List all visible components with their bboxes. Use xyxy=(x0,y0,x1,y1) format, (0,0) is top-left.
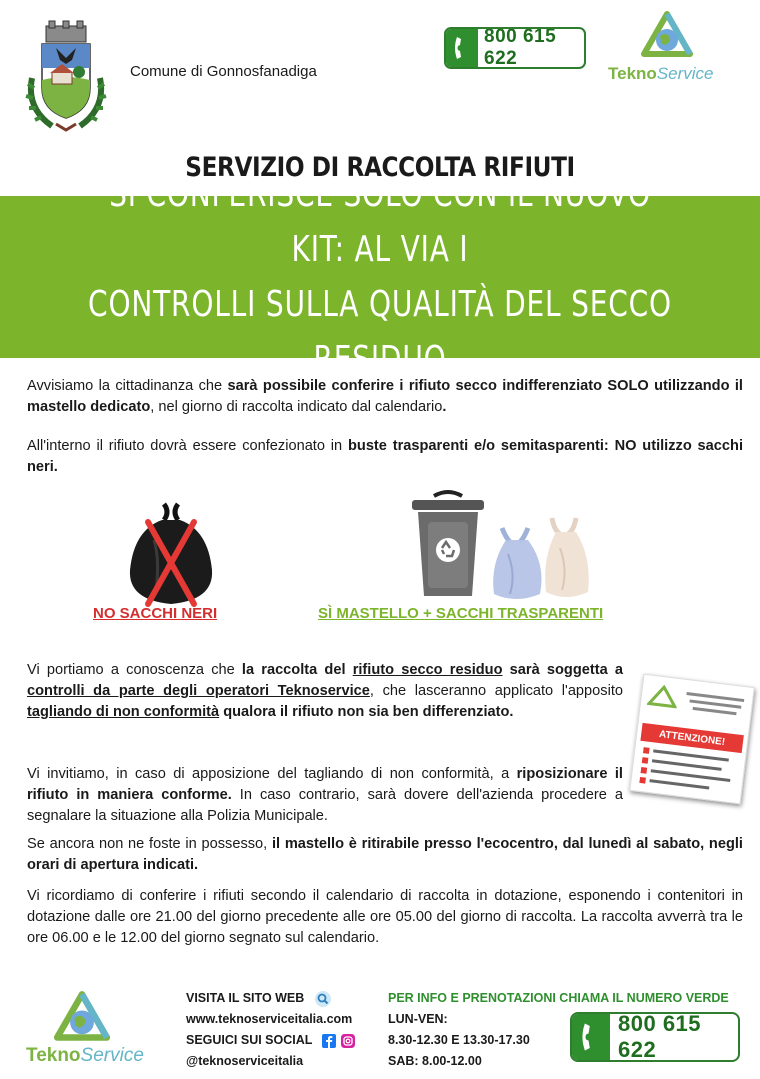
hours-weekdays: 8.30-12.30 E 13.30-17.30 xyxy=(388,1033,530,1047)
intro-paragraph-2: All'interno il rifiuto dovrà essere confezionato in buste trasparenti e/o semitasparenti: NO utilizzo sacchi neri. xyxy=(27,438,743,475)
black-bag-crossed-icon xyxy=(124,500,218,610)
notice-logo-icon xyxy=(647,683,679,708)
hours-saturday: SAB: 8.00-12.00 xyxy=(388,1054,482,1068)
website-link[interactable]: www.teknoserviceitalia.com xyxy=(186,1012,353,1026)
social-label: SEGUICI SUI SOCIAL xyxy=(186,1030,355,1051)
facebook-icon[interactable] xyxy=(322,1034,336,1048)
teknoservice-logo-text: TeknoService xyxy=(608,64,714,83)
headline-line-1: SI CONFERISCE SOLO CON IL NUOVO KIT: AL VIA I xyxy=(109,174,651,270)
bin-and-transparent-bags-caption: SÌ MASTELLO + SACCHI TRASPARENTI xyxy=(318,605,604,622)
toll-free-number-badge[interactable] xyxy=(444,27,586,69)
footer-phone-icon xyxy=(572,1014,610,1060)
non-conformity-tag-image xyxy=(629,674,755,805)
notice-header-lines xyxy=(683,690,746,727)
toll-free-number: 800 615 622 xyxy=(484,27,557,69)
headline-banner xyxy=(0,174,760,380)
web-search-icon xyxy=(314,990,332,1008)
page-title: SERVIZIO DI RACCOLTA RIFIUTI xyxy=(185,152,575,183)
grey-bin-recycle-icon xyxy=(408,488,488,600)
instagram-icon[interactable] xyxy=(341,1034,355,1048)
info-booking-label: PER INFO E PRENOTAZIONI CHIAMA IL NUMERO VERDE xyxy=(388,991,729,1005)
schedule-reminder-paragraph: Vi ricordiamo di conferire i rifiuti secondo il calendario di raccolta in dotazione, esponendo i contenitori in dotazione dalle ore 21.00 del giorno precedente alle ore 05.00 del giorno di raccolta. La raccolta avverrà tra le ore 06.00 e le 12.00 del giorno segnato sul calendario. xyxy=(27,888,743,946)
footer-toll-free-number: 800 615 622 xyxy=(618,1012,702,1062)
header xyxy=(0,0,760,140)
notice-checklist xyxy=(639,745,739,796)
attention-label: ATTENZIONE! xyxy=(640,723,743,753)
hours-title: LUN-VEN: xyxy=(388,1012,448,1026)
footer-teknoservice-logo-text: TeknoService xyxy=(26,1045,144,1066)
intro-paragraph-1: Avvisiamo la cittadinanza che sarà possibile conferire i rifiuto secco indifferenziato SOLO utilizzando il mastello dedicato, nel giorno di raccolta indicato dal calendario. xyxy=(27,378,743,415)
municipal-crest-icon xyxy=(22,18,110,133)
phone-icon xyxy=(446,29,478,67)
footer-teknoservice-logo-icon xyxy=(52,990,112,1044)
footer-toll-free-number-badge[interactable] xyxy=(570,1012,740,1062)
controls-paragraph: Vi portiamo a conoscenza che la raccolta del rifiuto secco residuo sarà soggetta a controlli da parte degli operatori Teknoservice, che lasceranno applicato l'apposito tagliando di non conformità qualora il rifiuto non sia ben differenziato. xyxy=(27,662,623,720)
teknoservice-logo-icon xyxy=(640,10,694,60)
visit-website-label: VISITA IL SITO WEB xyxy=(186,988,355,1009)
no-black-bags-caption: NO SACCHI NERI xyxy=(93,605,218,622)
footer-web-social xyxy=(186,988,355,1072)
social-handle[interactable]: @teknoserviceitalia xyxy=(186,1054,304,1068)
headline-line-2: CONTROLLI SULLA QUALITÀ DEL SECCO RESIDUO xyxy=(88,284,672,380)
municipality-name: Comune di Gonnosfanadiga xyxy=(130,63,317,80)
reposition-paragraph: Vi invitiamo, in caso di apposizione del tagliando di non conformità, a riposizionare il rifiuto in maniera conforme. In caso contrario, sarà dovere dell'azienda procedere a segnalare la situazione alla Polizia Municipale. xyxy=(27,766,623,824)
headline-text xyxy=(84,167,677,387)
transparent-bag-beige-icon xyxy=(538,514,594,602)
ecocentro-paragraph: Se ancora non ne foste in possesso, il mastello è ritirabile presso l'ecocentro, dal lunedì al sabato, negli orari di apertura indicati. xyxy=(27,836,743,873)
